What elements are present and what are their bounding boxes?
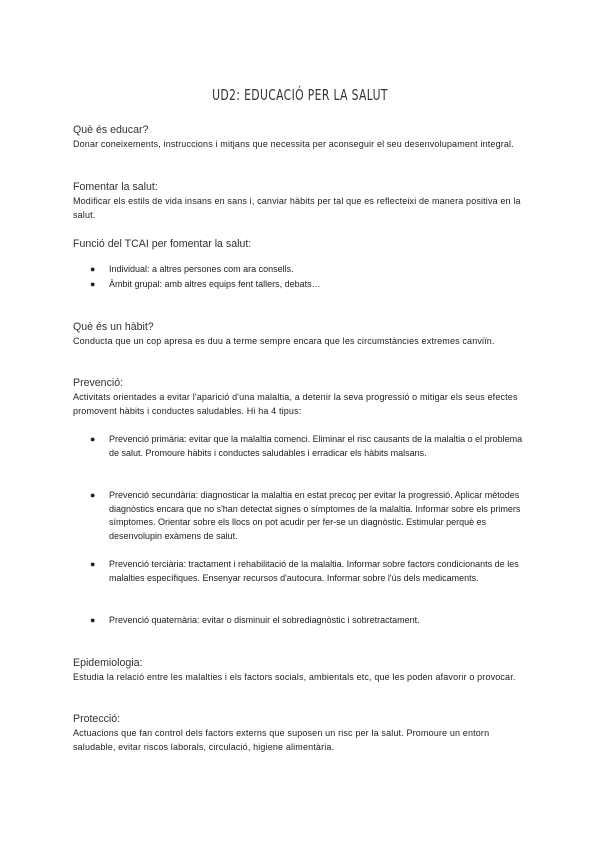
- prevention-types-list: [73, 614, 533, 628]
- section-funcio: [73, 237, 533, 292]
- section-heading: Protecció:: [73, 713, 121, 725]
- section-body: Modificar els estils de vida insans en sans i, canviar hàbits per tal que es reflecteixi de manera positiva en la salut.: [73, 196, 521, 220]
- section-heading: Prevenció:: [73, 377, 124, 389]
- bullet-icon: ●: [90, 559, 96, 569]
- section-fomentar: [73, 180, 533, 222]
- prevention-types-list: [73, 489, 533, 543]
- section-heading: Què és un hàbit?: [73, 321, 154, 333]
- section-body: Estudia la relació entre les malalties i els factors socials, ambientals etc, que les poden afavorir o provocar.: [73, 672, 516, 682]
- bullet-icon: ●: [90, 279, 96, 289]
- bullet-icon: ●: [90, 615, 96, 625]
- section-educar: [73, 123, 533, 152]
- list-item: ● Prevenció primària: evitar que la malaltia comenci. Eliminar el risc causants de la malaltia o el problema de salut. Promoure hàbits i conductes saludables i erradicar els hàbits malsans.: [90, 434, 523, 458]
- list-item: ● Àmbit grupal: amb altres equips fent tallers, debats…: [73, 277, 533, 292]
- section-heading: Fomentar la salut:: [73, 181, 158, 193]
- list-item: ● Prevenció secundària: diagnosticar la malaltia en estat precoç per evitar la progressió. Aplicar mètodes diagnòstics encara que no s'han detectat signes o símptomes de la malaltia. Informar sobre els primers símptomes. Orientar sobre els llocs on pot acudir per fer-se un diagnòstic. Estimular perquè es desenvolupin exàmens de salut.: [90, 490, 521, 541]
- section-habit: [73, 320, 533, 349]
- section-heading: Epidemiologia:: [73, 657, 143, 669]
- section-heading: Funció del TCAI per fomentar la salut:: [73, 238, 252, 250]
- page-title: UD2: EDUCACIÓ PER LA SALUT: [212, 86, 388, 105]
- bullet-list: [73, 262, 533, 292]
- section-body: Conducta que un cop apresa es duu a terme sempre encara que les circumstàncies extremes canviïn.: [73, 336, 495, 346]
- prevention-types-list: [73, 433, 533, 460]
- bullet-icon: ●: [90, 264, 96, 274]
- list-item: ● Prevenció terciària: tractament i rehabilitació de la malaltia. Informar sobre factors condicionants de les malalties específiques. Ensenyar recursos d'autocura. Informar sobre l'ús dels medicaments.: [90, 559, 519, 583]
- section-heading: Què és educar?: [73, 124, 149, 136]
- list-item: ● Prevenció quaternària: evitar o disminuir el sobrediagnòstic i sobretractament.: [73, 614, 533, 628]
- prevention-types-list: [73, 558, 533, 585]
- list-item: ● Individual: a altres persones com ara consells.: [73, 262, 533, 277]
- section-body: Actuacions que fan control dels factors externs que suposen un risc per la salut. Promoure un entorn saludable, evitar riscos laborals, circulació, higiene alimentària.: [73, 728, 490, 752]
- bullet-icon: ●: [90, 490, 96, 500]
- section-proteccio: [73, 712, 533, 754]
- section-epidemiologia: [73, 656, 533, 685]
- section-prevencio: [73, 376, 533, 418]
- section-body: Activitats orientades a evitar l'aparició d'una malaltia, a detenir la seva progressió o mitigar els seus efectes promovent hàbits i conductes saludables. Hi ha 4 tipus:: [73, 392, 518, 416]
- section-body: Donar coneixements, instruccions i mitjans que necessita per aconseguir el seu desenvolupament integral.: [73, 139, 514, 149]
- bullet-icon: ●: [90, 434, 96, 444]
